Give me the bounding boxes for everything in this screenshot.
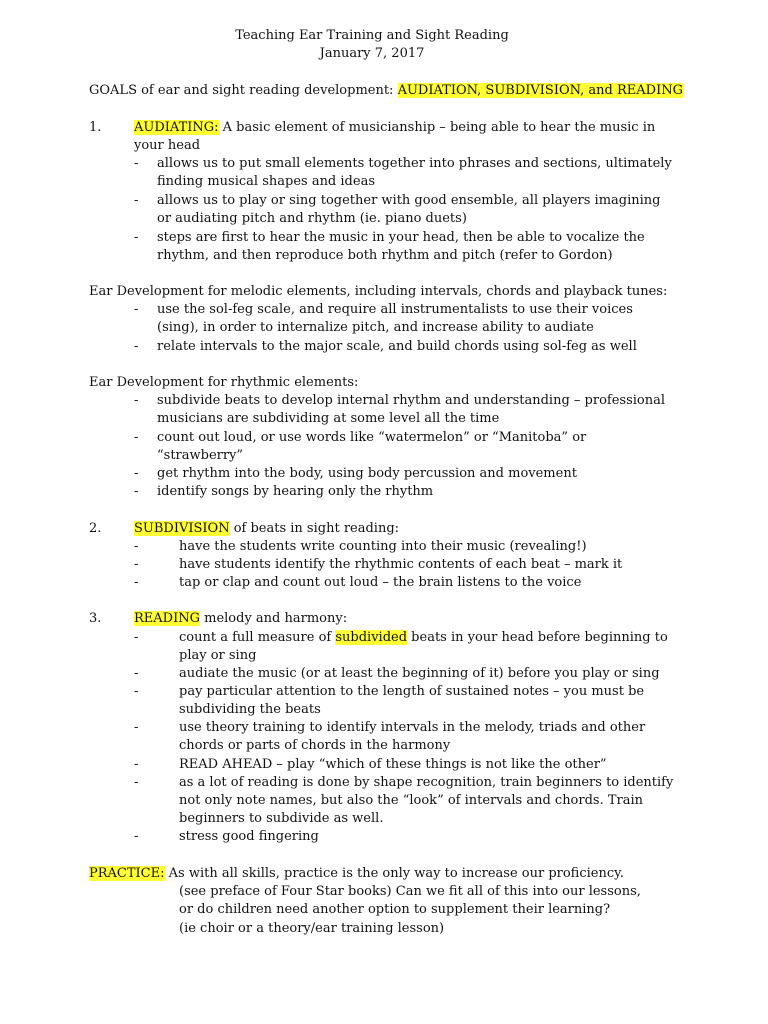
bullet-dash: - [134, 539, 139, 554]
section3-heading [134, 610, 347, 628]
section2-keyword: SUBDIVISION [134, 521, 230, 536]
section3-bullet: audiate the music (or at least the beginning of it) before you play or sing [179, 666, 660, 681]
practice-text-line1: As with all skills, practice is the only way to increase our proficiency. [164, 866, 624, 881]
melodic-bullet-cont: (sing), in order to internalize pitch, and increase ability to audiate [157, 320, 594, 335]
practice-keyword: PRACTICE: [89, 866, 165, 881]
section3-bullet-cont: not only note names, but also the “look” of intervals and chords. Train [179, 793, 644, 808]
rhythmic-bullet: count out loud, or use words like “watermelon” or “Manitoba” or [157, 430, 587, 445]
rhythmic-heading: Ear Development for rhythmic elements: [89, 375, 359, 390]
bullet-dash: - [134, 193, 139, 208]
practice-line2: (see preface of Four Star books) Can we fit all of this into our lessons, [179, 884, 641, 899]
section2-number: 2. [89, 521, 102, 536]
rhythmic-bullet: identify songs by hearing only the rhythm [157, 484, 434, 499]
section2-heading [134, 520, 399, 538]
bullet-dash: - [134, 430, 139, 445]
section3-bullet: as a lot of reading is done by shape recognition, train beginners to identify [179, 775, 674, 790]
document-date: January 7, 2017 [319, 46, 425, 61]
section1-number: 1. [89, 120, 102, 135]
bullet-dash: - [134, 630, 139, 645]
bullet-dash: - [134, 775, 139, 790]
section3-bullet: stress good fingering [179, 829, 319, 844]
rhythmic-bullet-cont: musicians are subdividing at some level all the time [157, 411, 500, 426]
section1-bullet-cont: or audiating pitch and rhythm (ie. piano duets) [157, 211, 467, 226]
rhythmic-bullet-cont: “strawberry” [157, 448, 244, 463]
bullet-dash: - [134, 666, 139, 681]
bullet-dash: - [134, 466, 139, 481]
bullet-dash: - [134, 156, 139, 171]
bullet-dash: - [134, 684, 139, 699]
section3-keyword: READING [134, 611, 200, 626]
goals-line [89, 82, 683, 100]
section3-bullet-first [179, 629, 668, 647]
rhythmic-bullet: subdivide beats to develop internal rhythm and understanding – professional [157, 393, 666, 408]
b1-pre: count a full measure of [179, 630, 336, 645]
bullet-dash: - [134, 757, 139, 772]
section3-bullet-cont: chords or parts of chords in the harmony [179, 738, 451, 753]
section1-bullet-cont: rhythm, and then reproduce both rhythm and pitch (refer to Gordon) [157, 248, 613, 263]
bullet-dash: - [134, 302, 139, 317]
section1-bullet-cont: finding musical shapes and ideas [157, 174, 375, 189]
section2-bullet: tap or clap and count out loud – the brain listens to the voice [179, 575, 582, 590]
bullet-dash: - [134, 339, 139, 354]
b1-post: beats in your head before beginning to [407, 630, 668, 645]
section2-text: of beats in sight reading: [229, 521, 400, 536]
bullet-dash: - [134, 393, 139, 408]
section1-keyword: AUDIATING: [134, 120, 219, 135]
section2-bullet: have the students write counting into their music (revealing!) [179, 539, 587, 554]
melodic-bullet: relate intervals to the major scale, and build chords using sol-feg as well [157, 339, 637, 354]
section3-number: 3. [89, 611, 102, 626]
bullet-dash: - [134, 829, 139, 844]
section1-bullet: steps are first to hear the music in your head, then be able to vocalize the [157, 230, 645, 245]
goals-highlight: AUDIATION, SUBDIVISION, and READING [397, 83, 683, 98]
section3-bullet: READ AHEAD – play “which of these things is not like the other” [179, 757, 607, 772]
section1-bullet: allows us to play or sing together with good ensemble, all players imagining [157, 193, 661, 208]
rhythmic-bullet: get rhythm into the body, using body percussion and movement [157, 466, 577, 481]
melodic-heading: Ear Development for melodic elements, including intervals, chords and playback tunes: [89, 284, 668, 299]
section1-bullet: allows us to put small elements together into phrases and sections, ultimately [157, 156, 672, 171]
goals-prefix: GOALS of ear and sight reading development: [89, 83, 398, 98]
section3-bullet: use theory training to identify intervals in the melody, triads and other [179, 720, 646, 735]
bullet-dash: - [134, 484, 139, 499]
section1-text-line2: your head [134, 138, 201, 153]
section1-line1 [134, 119, 655, 137]
practice-line1 [89, 865, 624, 883]
section1-text-line1: A basic element of musicianship – being able to hear the music in [218, 120, 656, 135]
bullet-dash: - [134, 575, 139, 590]
practice-line3: or do children need another option to supplement their learning? [179, 902, 611, 917]
bullet-dash: - [134, 720, 139, 735]
b1-highlight: subdivided [335, 630, 408, 645]
section3-bullet: pay particular attention to the length of sustained notes – you must be [179, 684, 645, 699]
section3-bullet-cont: beginners to subdivide as well. [179, 811, 384, 826]
section3-text: melody and harmony: [199, 611, 348, 626]
section3-bullet-cont: play or sing [179, 648, 257, 663]
practice-line4: (ie choir or a theory/ear training lesson) [179, 921, 445, 936]
section2-bullet: have students identify the rhythmic contents of each beat – mark it [179, 557, 623, 572]
bullet-dash: - [134, 557, 139, 572]
document-title: Teaching Ear Training and Sight Reading [235, 28, 509, 43]
bullet-dash: - [134, 230, 139, 245]
section3-bullet-cont: subdividing the beats [179, 702, 321, 717]
melodic-bullet: use the sol-feg scale, and require all instrumentalists to use their voices [157, 302, 633, 317]
